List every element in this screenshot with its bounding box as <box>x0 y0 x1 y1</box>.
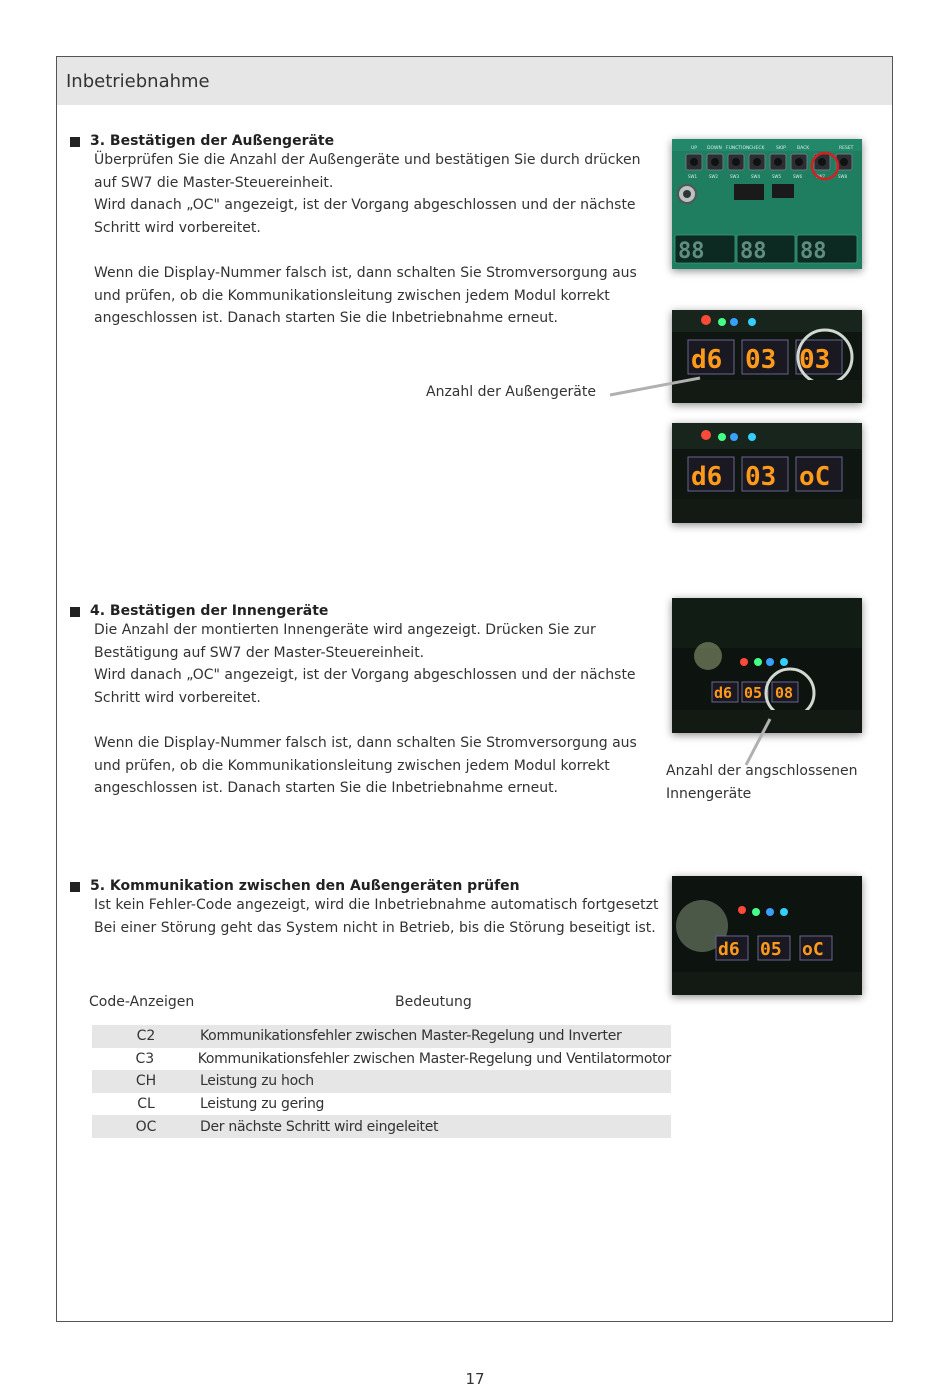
svg-text:88: 88 <box>678 239 705 264</box>
display-digits: d6 <box>691 462 723 492</box>
display-digits: 03 <box>799 345 831 375</box>
bullet-square-icon <box>70 882 80 892</box>
body-line: Schritt wird vorbereitet. <box>94 220 261 237</box>
switch-label: SW2 <box>709 174 719 179</box>
code-cell: C2 <box>136 1028 156 1045</box>
body-line: Die Anzahl der montierten Innengeräte wird angezeigt. Drücken Sie zur <box>94 622 596 638</box>
body-line: Wird danach „OC" angezeigt, ist der Vorgang abgeschlossen und der nächste <box>94 667 636 684</box>
outdoor-count-caption: Anzahl der Außengeräte <box>426 384 596 400</box>
switch-label: SW5 <box>772 174 782 179</box>
section-3-body <box>94 149 641 330</box>
meaning-cell: Kommunikationsfehler zwischen Master-Regelung und Ventilatormotor <box>197 1050 671 1067</box>
section-3 <box>70 133 641 330</box>
section-5-body <box>94 894 658 939</box>
code-cell: CH <box>135 1073 157 1090</box>
meaning-cell: Kommunikationsfehler zwischen Master-Regelung und Inverter <box>200 1028 622 1045</box>
body-line: und prüfen, ob die Kommunikationsleitung zwischen jedem Modul korrekt <box>94 757 610 774</box>
board-label: SKIP <box>776 146 786 151</box>
table-row <box>92 1070 671 1093</box>
table-row <box>92 1115 671 1138</box>
switch-label: SW7 <box>816 174 826 179</box>
board-label: UP <box>691 146 698 151</box>
section-4-body <box>94 619 637 800</box>
body-line: Wird danach „OC" angezeigt, ist der Vorgang abgeschlossen und der nächste <box>94 197 636 214</box>
section-5-heading: 5. Kommunikation zwischen den Außengeräten prüfen <box>90 878 520 894</box>
switch-label: SW3 <box>730 174 740 179</box>
table-row <box>92 1025 671 1048</box>
display-digits: d6 <box>691 345 723 375</box>
body-line: Überprüfen Sie die Anzahl der Außengeräte und bestätigen Sie durch drücken <box>94 152 641 168</box>
code-table <box>92 1025 671 1138</box>
pcb-buttons-photo <box>672 139 862 269</box>
display-digits: d6 <box>718 939 740 960</box>
body-line: Bei einer Störung geht das System nicht in Betrieb, bis die Störung beseitigt ist. <box>94 919 656 936</box>
code-cell: C3 <box>135 1050 155 1067</box>
board-label: BACK <box>797 146 810 151</box>
code-cell: OC <box>135 1118 157 1135</box>
display-digits: 05 <box>744 684 763 702</box>
page-number: 17 <box>465 1370 485 1388</box>
display-digits: 03 <box>745 462 777 492</box>
body-line: Schritt wird vorbereitet. <box>94 690 261 707</box>
body-line: auf SW7 die Master-Steuereinheit. <box>94 174 334 191</box>
meaning-cell: Der nächste Schritt wird eingeleitet <box>200 1118 439 1135</box>
board-label: FUNCTION <box>726 146 750 151</box>
display-photo-indoor-count <box>672 598 862 733</box>
body-line: Wenn die Display-Nummer falsch ist, dann schalten Sie Stromversorgung aus <box>94 264 637 281</box>
table-row <box>92 1048 671 1071</box>
bullet-square-icon <box>70 607 80 617</box>
meaning-column-header: Bedeutung <box>395 994 472 1010</box>
switch-label: SW1 <box>688 174 698 179</box>
section-3-heading: 3. Bestätigen der Außengeräte <box>90 133 335 149</box>
body-line: angeschlossen ist. Danach starten Sie die Inbetriebnahme erneut. <box>94 780 559 797</box>
display-digits: 05 <box>760 939 782 960</box>
switch-label: SW6 <box>793 174 803 179</box>
meaning-cell: Leistung zu gering <box>200 1096 325 1113</box>
section-4-heading: 4. Bestätigen der Innengeräte <box>90 603 329 619</box>
board-label: CHECK <box>749 146 765 151</box>
body-line: Ist kein Fehler-Code angezeigt, wird die Inbetriebnahme automatisch fortgesetzt <box>94 897 659 913</box>
body-line: Bestätigung auf SW7 der Master-Steuereinheit. <box>94 644 425 661</box>
svg-text:88: 88 <box>800 239 827 264</box>
svg-text:88: 88 <box>740 239 767 264</box>
indoor-count-caption-line2: Innengeräte <box>666 786 752 802</box>
body-line: angeschlossen ist. Danach starten Sie die Inbetriebnahme erneut. <box>94 310 559 327</box>
section-5 <box>70 878 658 939</box>
meaning-cell: Leistung zu hoch <box>200 1073 314 1090</box>
display-photo-communication <box>672 876 862 995</box>
display-digits: d6 <box>714 684 733 702</box>
switch-label: SW8 <box>838 174 848 179</box>
display-digits: 03 <box>745 345 777 375</box>
callout-line <box>600 360 710 400</box>
indoor-count-caption-line1: Anzahl der angschlossenen <box>666 763 858 779</box>
display-digits: 08 <box>775 684 794 702</box>
section-4 <box>70 603 637 800</box>
code-cell: CL <box>137 1096 155 1113</box>
display-digits: oC <box>799 462 831 492</box>
callout-line <box>740 715 780 770</box>
table-row <box>92 1093 671 1116</box>
display-digits: oC <box>802 939 824 960</box>
code-column-header: Code-Anzeigen <box>89 994 195 1010</box>
board-label: RESET <box>839 146 854 151</box>
switch-label: SW4 <box>751 174 761 179</box>
body-line: Wenn die Display-Nummer falsch ist, dann schalten Sie Stromversorgung aus <box>94 734 637 751</box>
page-title: Inbetriebnahme <box>66 71 210 92</box>
body-line: und prüfen, ob die Kommunikationsleitung zwischen jedem Modul korrekt <box>94 287 610 304</box>
display-photo-oc-confirm <box>672 423 862 523</box>
header-band <box>57 57 892 105</box>
board-label: DOWN <box>707 146 722 151</box>
bullet-square-icon <box>70 137 80 147</box>
